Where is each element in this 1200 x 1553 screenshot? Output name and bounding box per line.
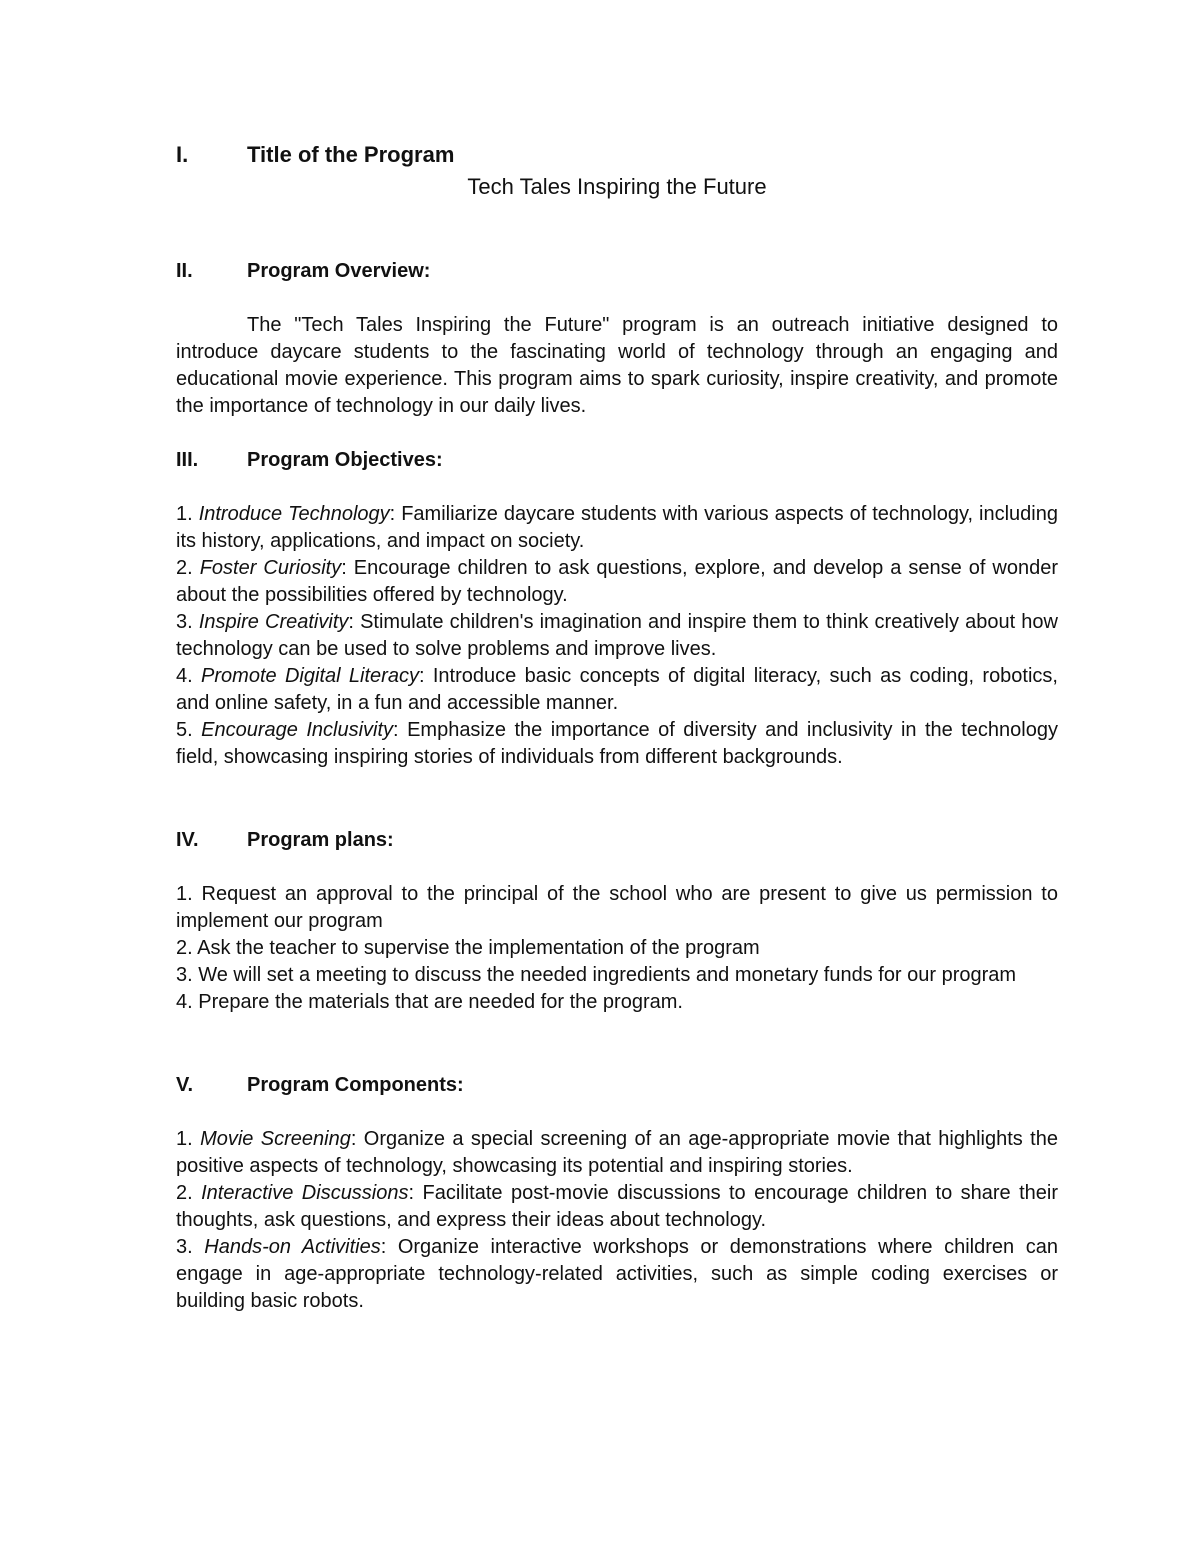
objective-term: Introduce Technology — [198, 503, 390, 525]
component-item — [176, 1180, 1058, 1234]
section-2-title: Program Overview: — [247, 260, 431, 282]
section-4-heading — [176, 827, 1058, 854]
component-term: Interactive Discussions — [201, 1182, 409, 1204]
component-text: : Organize a special screening of an age-appropriate movie that highlights the positive aspects of technology, showcasing its potential and inspiring stories. — [176, 1128, 1058, 1177]
objective-item — [176, 663, 1058, 717]
objectives-list — [176, 501, 1058, 771]
section-3-heading — [176, 447, 1058, 474]
plan-item: 2. Ask the teacher to supervise the implementation of the program — [176, 937, 760, 959]
objective-term: Foster Curiosity — [199, 557, 342, 579]
component-item — [176, 1126, 1058, 1180]
objective-item — [176, 555, 1058, 609]
objective-number: 5. — [176, 719, 202, 741]
objective-item — [176, 717, 1058, 771]
objective-term: Inspire Creativity — [198, 611, 349, 633]
section-3-number: III. — [176, 449, 199, 471]
objective-item — [176, 609, 1058, 663]
section-1-title: Title of the Program — [247, 142, 455, 167]
component-number: 3. — [176, 1236, 205, 1258]
objective-number: 2. — [176, 557, 200, 579]
component-number: 2. — [176, 1182, 202, 1204]
objective-text: : Encourage children to ask questions, explore, and develop a sense of wonder about the possibilities offered by technology. — [176, 557, 1059, 606]
objective-item — [176, 501, 1058, 555]
section-2-number: II. — [176, 260, 193, 282]
component-text: : Organize interactive workshops or demonstrations where children can engage in age-appropriate technology-related activities, such as simple coding exercises or building basic robots. — [176, 1236, 1058, 1312]
section-2-heading — [176, 258, 1058, 285]
plan-item: 4. Prepare the materials that are needed for the program. — [176, 991, 683, 1013]
document-content — [176, 140, 1058, 1315]
component-text: : Facilitate post-movie discussions to encourage children to share their thoughts, ask questions, and express their ideas about technology. — [176, 1182, 1058, 1231]
objective-term: Encourage Inclusivity — [201, 719, 394, 741]
objective-number: 1. — [176, 503, 199, 525]
objective-text: : Stimulate children's imagination and inspire them to think creatively about how technology can be used to solve problems and improve lives. — [176, 611, 1058, 660]
objective-number: 3. — [176, 611, 199, 633]
objective-number: 4. — [176, 665, 202, 687]
program-name: Tech Tales Inspiring the Future — [467, 174, 767, 199]
section-5-title: Program Components: — [247, 1074, 464, 1096]
section-4-title: Program plans: — [247, 829, 394, 851]
section-4-number: IV. — [176, 829, 199, 851]
component-term: Hands-on Activities — [204, 1236, 381, 1258]
overview-paragraph: The "Tech Tales Inspiring the Future" program is an outreach initiative designed to introduce daycare students to the fascinating world of technology through an engaging and educational movie experience. This program aims to spark curiosity, inspire creativity, and promote the importance of technology in our daily lives. — [176, 314, 1058, 417]
plan-item: 3. We will set a meeting to discuss the needed ingredients and monetary funds for our program — [176, 964, 1017, 986]
section-3-title: Program Objectives: — [247, 449, 443, 471]
section-5-heading — [176, 1072, 1058, 1099]
component-term: Movie Screening — [200, 1128, 351, 1150]
section-1-heading — [176, 140, 1058, 170]
components-list — [176, 1126, 1058, 1315]
objective-text: : Familiarize daycare students with various aspects of technology, including its history, applications, and impact on society. — [176, 503, 1058, 552]
objective-term: Promote Digital Literacy — [201, 665, 419, 687]
objective-text: : Introduce basic concepts of digital literacy, such as coding, robotics, and online safety, in a fun and accessible manner. — [176, 665, 1058, 714]
section-1-number: I. — [176, 142, 189, 167]
plans-list — [176, 881, 1058, 1016]
component-number: 1. — [176, 1128, 201, 1150]
section-5-number: V. — [176, 1074, 194, 1096]
objective-text: : Emphasize the importance of diversity and inclusivity in the technology field, showcasing inspiring stories of individuals from different backgrounds. — [176, 719, 1058, 768]
plan-item: 1. Request an approval to the principal of the school who are present to give us permission to implement our program — [176, 883, 1058, 932]
component-item — [176, 1234, 1058, 1315]
